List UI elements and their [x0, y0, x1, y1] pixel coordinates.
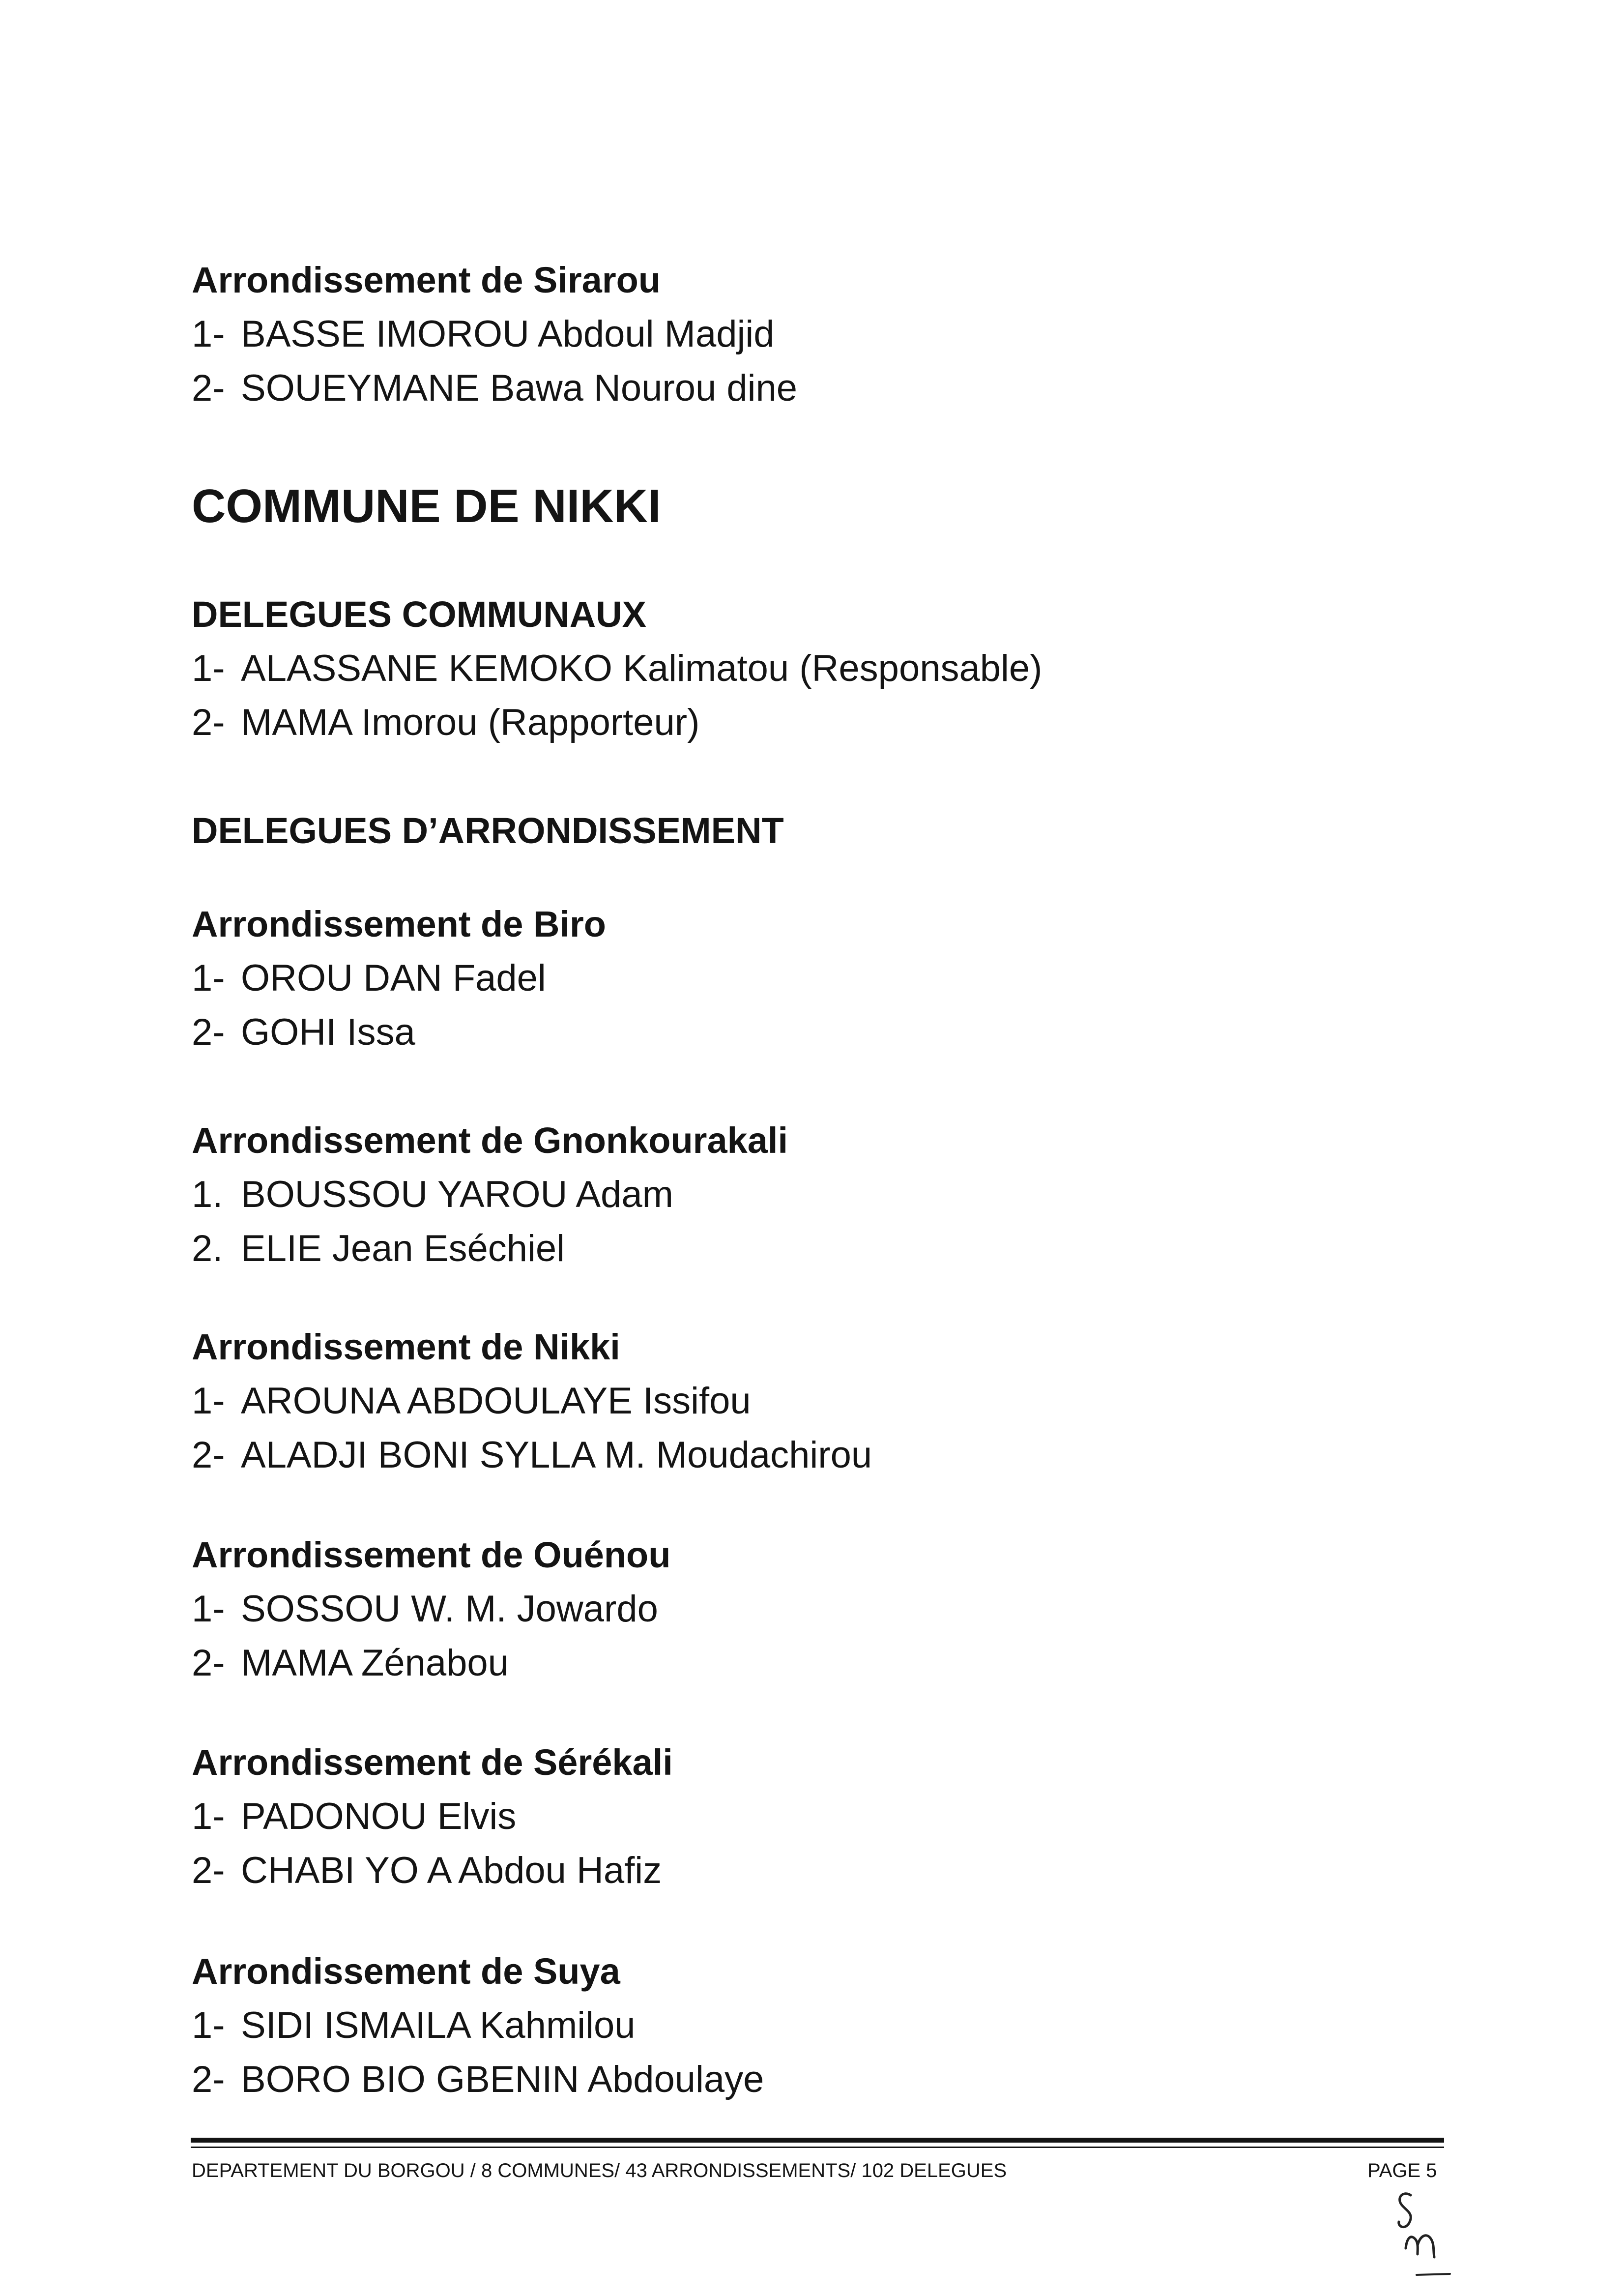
section-ouenou	[192, 1528, 670, 1690]
list-item: 1- OROU DAN Fadel	[192, 957, 546, 999]
section-gnonkourakali	[192, 1114, 788, 1276]
list-item: 2- CHABI YO A Abdou Hafiz	[192, 1850, 662, 1891]
list-item: 1- AROUNA ABDOULAYE Issifou	[192, 1380, 751, 1422]
section-heading: Arrondissement de Ouénou	[192, 1534, 671, 1575]
list-item: 2- MAMA Zénabou	[192, 1642, 509, 1684]
list-item: 2- ALADJI BONI SYLLA M. Moudachirou	[192, 1434, 872, 1476]
list-item: 1- SOSSOU W. M. Jowardo	[192, 1588, 658, 1630]
section-heading: Arrondissement de Sirarou	[192, 260, 661, 300]
list-item: 2- BORO BIO GBENIN Abdoulaye	[192, 2059, 764, 2100]
arrondissement-delegates-heading: DELEGUES D’ARRONDISSEMENT	[192, 810, 784, 851]
section-heading: DELEGUES COMMUNAUX	[192, 594, 647, 635]
page-number: PAGE 5	[1367, 2160, 1437, 2181]
list-item: 2. ELIE Jean Eséchiel	[192, 1228, 565, 1269]
list-item: 1. BOUSSOU YAROU Adam	[192, 1174, 673, 1215]
section-heading: Arrondissement de Gnonkourakali	[192, 1120, 788, 1161]
section-heading: Arrondissement de Biro	[192, 904, 606, 944]
list-item: 2- SOUEYMANE Bawa Nourou dine	[192, 367, 798, 409]
footer-rule-thick	[191, 2138, 1444, 2143]
section-serekali	[192, 1736, 673, 1898]
section-heading: Arrondissement de Nikki	[192, 1326, 620, 1367]
footer-rule-thin	[191, 2147, 1444, 2148]
section-biro	[192, 897, 606, 1060]
list-item: 2- MAMA Imorou (Rapporteur)	[192, 702, 700, 743]
section-suya	[192, 1944, 764, 2107]
section-sirarou	[192, 253, 797, 415]
section-nikki	[192, 1320, 872, 1482]
commune-title: COMMUNE DE NIKKI	[192, 480, 661, 532]
handwritten-initials-signature	[1376, 2185, 1465, 2284]
section-heading: Arrondissement de Suya	[192, 1951, 620, 1992]
list-item: 2- GOHI Issa	[192, 1011, 415, 1053]
list-item: 1- BASSE IMOROU Abdoul Madjid	[192, 313, 775, 355]
section-heading: Arrondissement de Sérékali	[192, 1742, 673, 1783]
section-delegues-communaux	[192, 588, 1042, 750]
list-item: 1- PADONOU Elvis	[192, 1796, 517, 1837]
list-item: 1- ALASSANE KEMOKO Kalimatou (Responsable)	[192, 648, 1043, 689]
list-item: 1- SIDI ISMAILA Kahmilou	[192, 2004, 636, 2046]
footer-department-summary: DEPARTEMENT DU BORGOU / 8 COMMUNES/ 43 ARRONDISSEMENTS/ 102 DELEGUES	[192, 2160, 1007, 2181]
